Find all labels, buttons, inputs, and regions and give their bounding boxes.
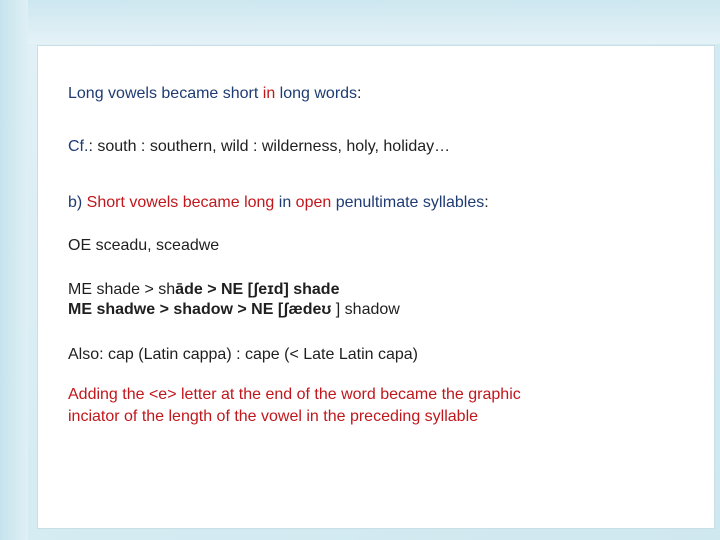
statement-connector: in <box>258 85 280 102</box>
frame-left-stripe <box>0 0 28 540</box>
me-shade-end: āde > NE [ʃeɪd] shade <box>175 281 340 298</box>
statement-condition: long words <box>279 85 358 102</box>
statement-short-vowels-long <box>68 193 489 213</box>
oe-example: OE sceadu, sceadwe <box>68 237 220 254</box>
section-marker: b) <box>68 194 87 211</box>
comparison-examples <box>68 137 450 157</box>
me-shadow-end: ] shadow <box>331 301 400 318</box>
me-shadow-example <box>68 300 400 320</box>
statement-colon: : <box>484 194 489 211</box>
statement-open: open <box>295 194 332 211</box>
conclusion-line-1: Adding the <e> letter at the end of the word became the graphic <box>68 386 521 403</box>
statement-long-vowels-short <box>68 84 362 104</box>
comparison-list: : south : southern, wild : wilderness, holy, holiday… <box>88 138 451 155</box>
statement-subject: Long vowels became short <box>68 85 259 102</box>
comparison-label: Cf. <box>68 138 89 155</box>
me-shadow-start: ME shadwe > shadow > NE [ʃædeʊ <box>68 301 332 318</box>
also-example: Also: cap (Latin cappa) : cape (< Late Latin capa) <box>68 346 418 363</box>
statement-colon: : <box>357 85 362 102</box>
frame-top-stripe <box>0 0 720 44</box>
statement-connector: in <box>274 194 296 211</box>
me-shade-example <box>68 280 339 300</box>
statement-condition: penultimate syllables <box>331 194 485 211</box>
conclusion-line-2: inciator of the length of the vowel in the preceding syllable <box>68 408 479 425</box>
me-shade-start: ME shade > sh <box>68 281 176 298</box>
statement-subject: Short vowels became long <box>86 194 275 211</box>
